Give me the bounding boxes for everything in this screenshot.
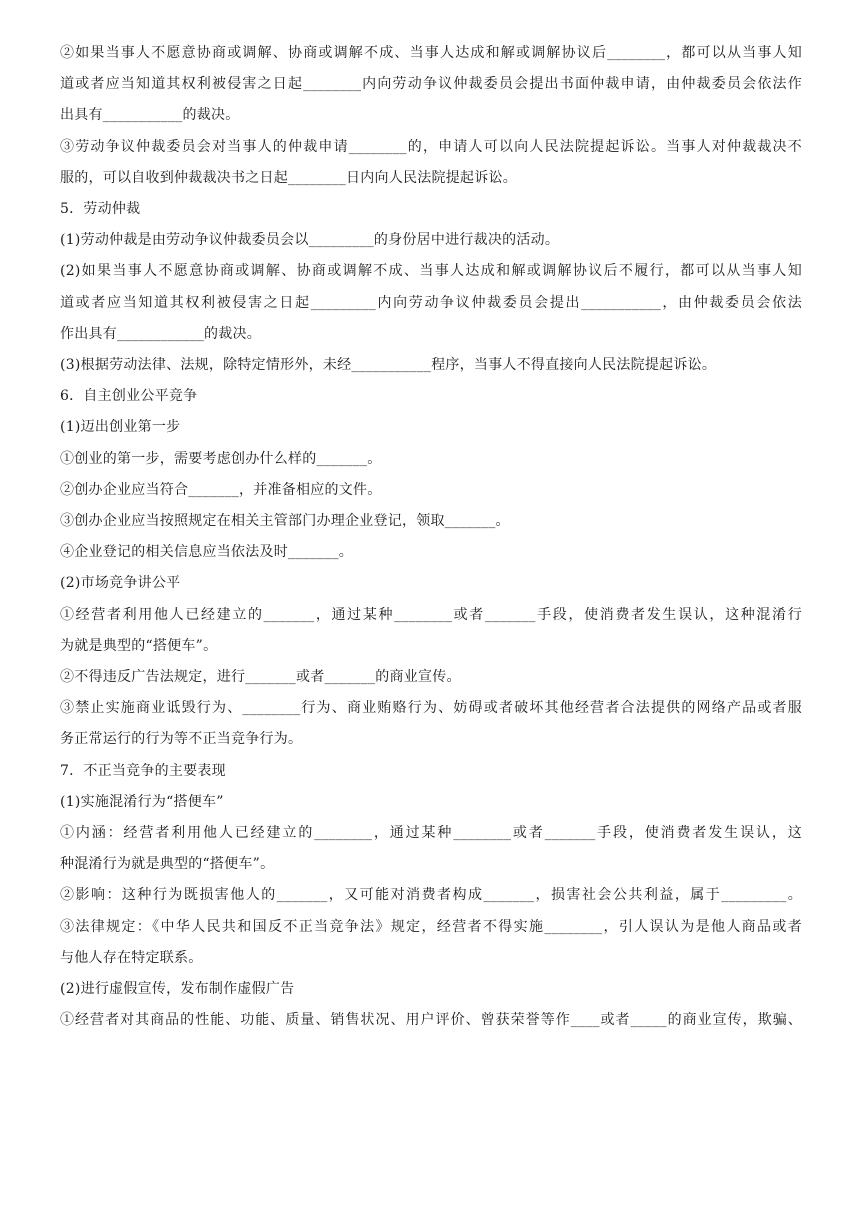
text-line: ③禁止实施商业诋毁行为、________行为、商业贿赂行为、妨碍或者破坏其他经营者合法提供的网络产品或者服 xyxy=(60,700,802,717)
section-heading: 6．自主创业公平竞争 xyxy=(60,388,198,405)
text-line: ②如果当事人不愿意协商或调解、协商或调解不成、当事人达成和解或调解协议后________，都可以从当事人知 xyxy=(60,45,802,61)
text-line: ①内涵：经营者利用他人已经建立的________，通过某种________或者_______手段，使消费者发生误认，这 xyxy=(60,825,802,842)
text-line: ③创办企业应当按照规定在相关主管部门办理企业登记，领取_______。 xyxy=(60,513,510,530)
text-line: ①创业的第一步，需要考虑创办什么样的_______。 xyxy=(60,450,382,467)
subsection-heading: (1)实施混淆行为“搭便车” xyxy=(60,793,224,810)
text-line: (3)根据劳动法律、法规，除特定情形外，未经___________程序，当事人不得直接向人民法院提起诉讼。 xyxy=(60,357,717,374)
text-line: ②不得违反广告法规定，进行_______或者_______的商业宣传。 xyxy=(60,669,461,686)
text-line: 种混淆行为就是典型的“搭便车”。 xyxy=(60,856,275,873)
text-line: 道或者应当知道其权利被侵害之日起_________内向劳动争议仲裁委员会提出___________，由仲裁委员会依法 xyxy=(60,294,802,311)
text-line: (1)劳动仲裁是由劳动争议仲裁委员会以_________的身份居中进行裁决的活动。 xyxy=(60,232,560,249)
text-line: 与他人存在特定联系。 xyxy=(60,949,203,966)
text-line: ③劳动争议仲裁委员会对当事人的仲裁申请________的，申请人可以向人民法院提起诉讼。当事人对仲裁裁决不 xyxy=(60,138,802,155)
text-line: 出具有___________的裁决。 xyxy=(60,107,240,124)
section-heading: 5．劳动仲裁 xyxy=(60,201,141,218)
text-line: 作出具有____________的裁决。 xyxy=(60,325,261,342)
text-line: 服的，可以自收到仲裁裁决书之日起________日内向人民法院提起诉讼。 xyxy=(60,169,517,186)
text-line: 道或者应当知道其权利被侵害之日起________内向劳动争议仲裁委员会提出书面仲裁申请，由仲裁委员会依法作 xyxy=(60,76,802,93)
text-line: ④企业登记的相关信息应当依法及时_______。 xyxy=(60,544,353,561)
text-line: 务正常运行的行为等不正当竞争行为。 xyxy=(60,731,303,748)
text-line: ②创办企业应当符合_______，并准备相应的文件。 xyxy=(60,481,382,498)
text-line: ②影响：这种行为既损害他人的_______，又可能对消费者构成_______，损害社会公共利益，属于_________。 xyxy=(60,887,802,904)
text-line: ①经营者对其商品的性能、功能、质量、销售状况、用户评价、曾获荣誉等作____或者_____的商业宣传，欺骗、 xyxy=(60,1012,802,1029)
subsection-heading: (2)市场竞争讲公平 xyxy=(60,575,181,592)
text-line: ①经营者利用他人已经建立的_______，通过某种________或者_______手段，使消费者发生误认，这种混淆行 xyxy=(60,606,802,623)
subsection-heading: (1)迈出创业第一步 xyxy=(60,419,181,436)
subsection-heading: (2)进行虚假宣传，发布制作虚假广告 xyxy=(60,981,295,998)
text-line: (2)如果当事人不愿意协商或调解、协商或调解不成、当事人达成和解或调解协议后不履行，都可以从当事人知 xyxy=(60,263,802,280)
text-line: 为就是典型的“搭便车”。 xyxy=(60,637,218,654)
text-line: ③法律规定：《中华人民共和国反不正当竞争法》规定，经营者不得实施________，引人误认为是他人商品或者 xyxy=(60,918,802,935)
section-heading: 7．不正当竞争的主要表现 xyxy=(60,762,226,779)
